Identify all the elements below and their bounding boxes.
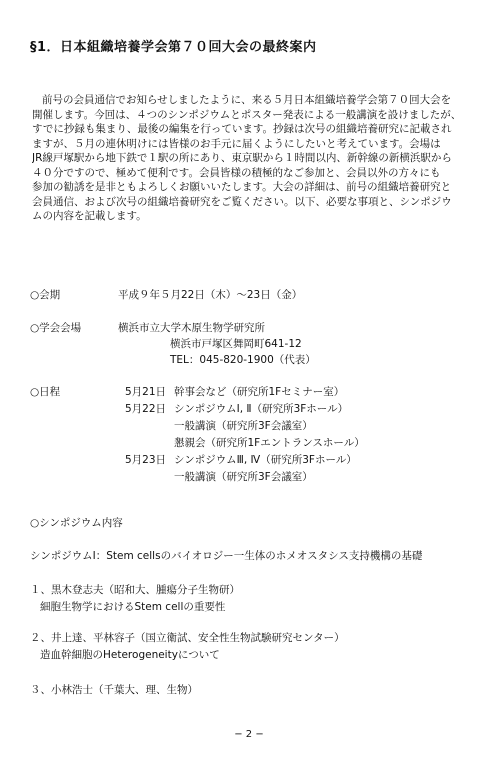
schedule-date: 5月23日 — [124, 454, 166, 466]
venue-label: ○学会会場 — [30, 322, 82, 334]
period-label: ○会期 — [30, 289, 61, 301]
schedule-event: シンポジウムⅢ, Ⅳ（研究所3Fホール） — [174, 454, 357, 466]
symposium-title: シンポジウムⅠ：Stem cellsのバイオロジー一生体のホメオスタシス支持機構の基礎 — [30, 550, 423, 562]
intro-line: 前号の会員通信でお知らせしましたように、来る５月日本組織培養学会第７０回大会を — [42, 94, 452, 106]
page-number: − 2 − — [234, 729, 264, 740]
intro-line: 参加の勧誘を是非ともよろしくお願いいたします。大会の詳細は、前号の組織培養研究と — [32, 181, 452, 193]
intro-line: ４０分ですので、極めて便利です。会員皆様の積極的なご参加と、会員以外の方々にも — [32, 166, 441, 179]
intro-line: ますが、５月の連休明けには皆様のお手元に届くようにしたいと考えています。会場は — [32, 137, 441, 150]
section-title: §1．日本組織培養学会第７０回大会の最終案内 — [30, 40, 317, 55]
intro-line: ムの内容を記載します。 — [32, 210, 147, 222]
venue-tel: TEL：045-820-1900（代表） — [170, 354, 316, 366]
schedule-date: 5月21日 — [124, 386, 166, 398]
intro-line: JR線戸塚駅から地下鉄で１駅の所にあり、東京駅から１時間以内、新幹線の新横浜駅から — [32, 152, 452, 164]
schedule-event: 一般講演（研究所3F会議室） — [174, 471, 313, 483]
schedule-label: ○日程 — [30, 386, 61, 398]
speaker-topic: 造血幹細胞のHeterogeneityについて — [40, 649, 220, 661]
speaker-name: １、黒木登志夫（昭和大、腫瘍分子生物研） — [30, 584, 240, 596]
schedule-event: 懇親会（研究所1Fエントランスホール） — [174, 437, 365, 449]
schedule-date: 5月22日 — [124, 403, 166, 415]
schedule-event: 一般講演（研究所3F会議室） — [174, 420, 313, 432]
symposium-heading: ○シンポジウム内容 — [30, 517, 123, 529]
speaker-name: ３、小林浩士（千葉大、理、生物） — [30, 684, 198, 696]
venue-address: 横浜市戸塚区舞岡町641-12 — [170, 338, 302, 350]
venue-name: 横浜市立大学木原生物学研究所 — [118, 322, 265, 334]
speaker-name: ２、井上達、平林容子（国立衛試、安全性生物試験研究センター） — [30, 632, 345, 644]
intro-line: 会員通信、および次号の組織培養研究をご覧ください。以下、必要な事項と、シンポジウ — [32, 195, 452, 208]
speaker-topic: 細胞生物学におけるStem cellの重要性 — [40, 601, 226, 613]
intro-paragraph — [32, 93, 480, 224]
intro-line: すでに抄録も集まり、最後の編集を行っています。抄録は次号の組織培養研究に記載され — [32, 123, 452, 135]
intro-line: 開催します。今回は、４つのシンポジウムとポスター発表による一般講演を設けましたが、 — [32, 108, 462, 121]
period-value: 平成９年５月22日（木）〜23日（金） — [118, 289, 303, 301]
schedule-event: 幹事会など（研究所1Fセミナー室） — [174, 386, 345, 398]
schedule-event: シンポジウムⅠ, Ⅱ（研究所3Fホール） — [174, 403, 349, 415]
